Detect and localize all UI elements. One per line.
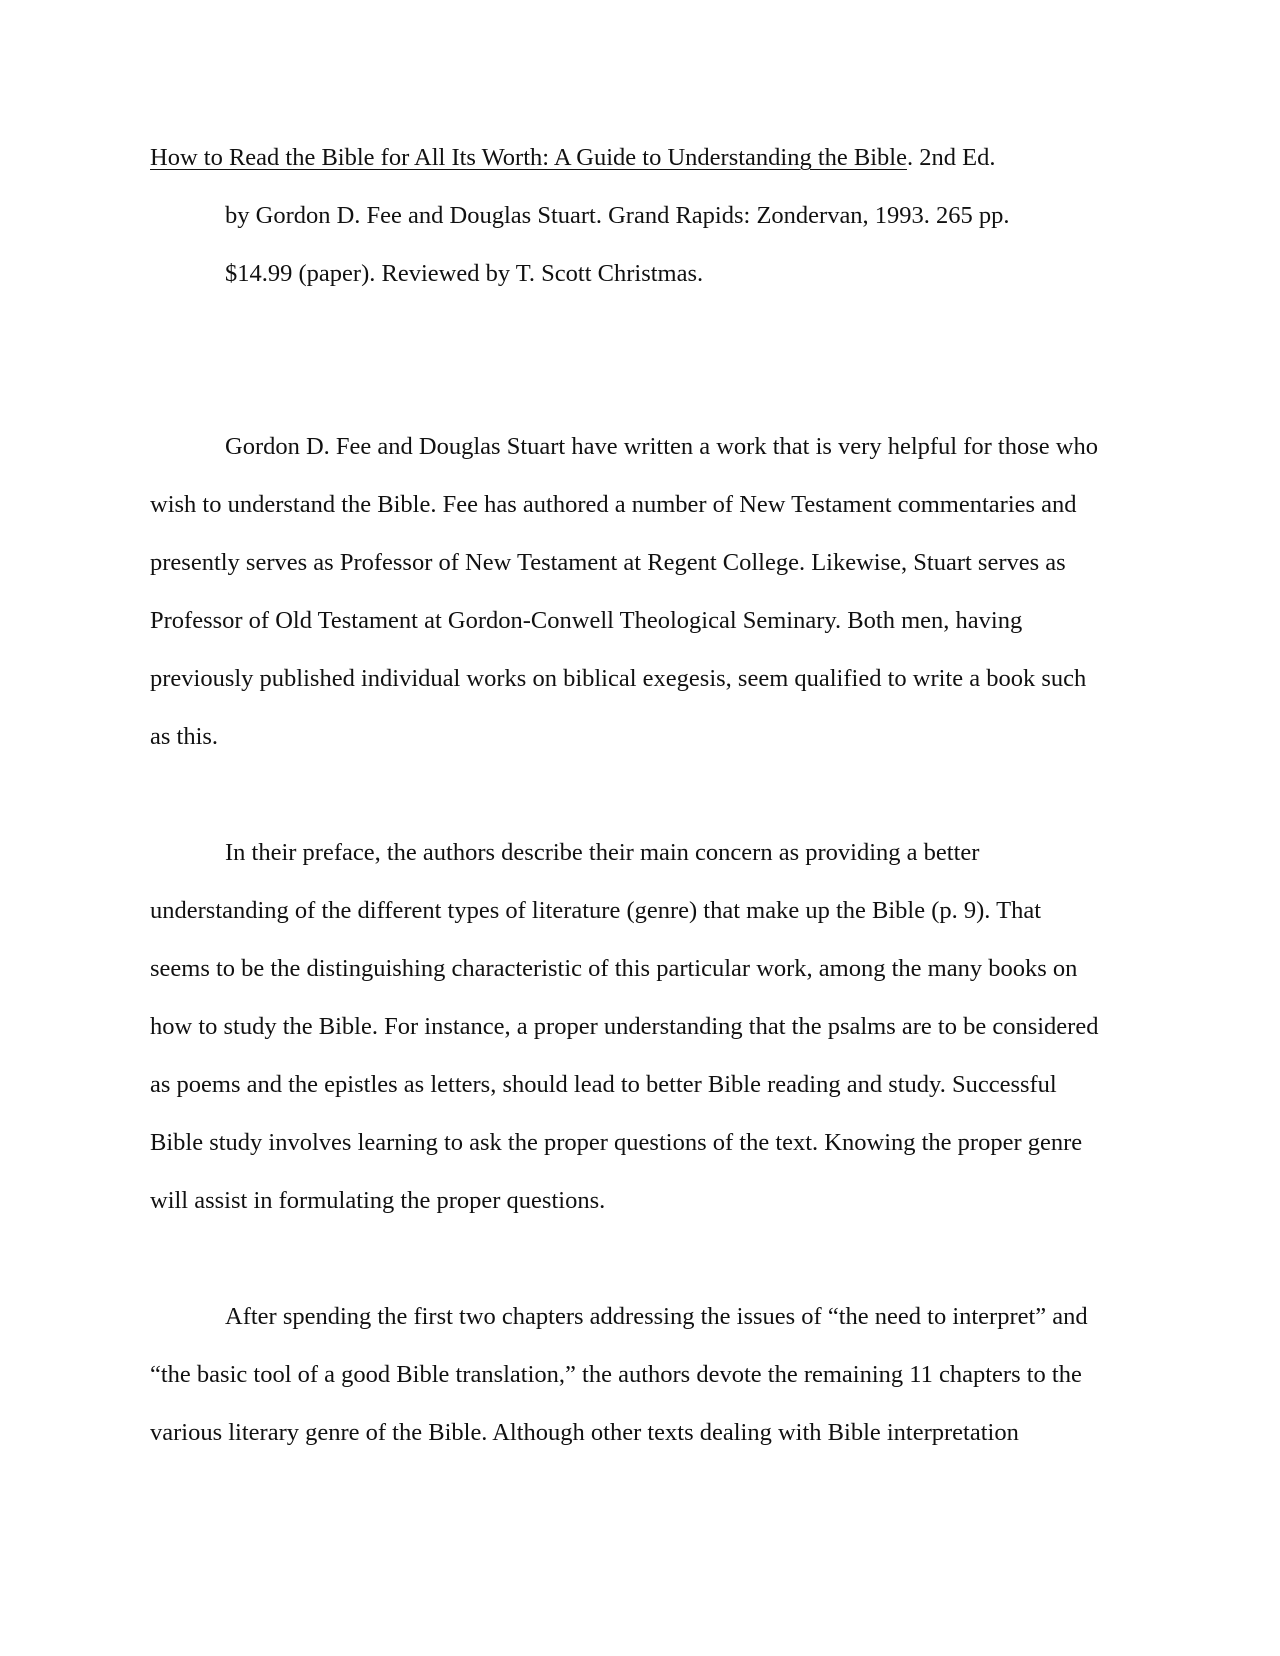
paragraph-line: will assist in formulating the proper questions. bbox=[150, 1187, 606, 1214]
paragraph-line: seems to be the distinguishing characteristic of this particular work, among the many books on bbox=[150, 955, 1078, 982]
paragraph-line: how to study the Bible. For instance, a proper understanding that the psalms are to be considered bbox=[150, 1013, 1099, 1040]
paragraph-line: as poems and the epistles as letters, should lead to better Bible reading and study. Successful bbox=[150, 1071, 1057, 1098]
paragraph-line: wish to understand the Bible. Fee has authored a number of New Testament commentaries and bbox=[150, 491, 1077, 518]
citation-title-line bbox=[150, 146, 995, 171]
paragraph-line: previously published individual works on biblical exegesis, seem qualified to write a book such bbox=[150, 665, 1087, 692]
paragraph-line: In their preface, the authors describe their main concern as providing a better bbox=[225, 839, 980, 866]
paragraph-line: Bible study involves learning to ask the proper questions of the text. Knowing the proper genre bbox=[150, 1129, 1083, 1156]
book-title: How to Read the Bible for All Its Worth: A Guide to Understanding the Bible bbox=[150, 144, 907, 171]
paragraph-line: as this. bbox=[150, 723, 219, 750]
paragraph-line: understanding of the different types of literature (genre) that make up the Bible (p. 9). That bbox=[150, 897, 1042, 924]
paragraph-line: Professor of Old Testament at Gordon-Conwell Theological Seminary. Both men, having bbox=[150, 607, 1023, 634]
paragraph-line: “the basic tool of a good Bible translation,” the authors devote the remaining 11 chapters to the bbox=[150, 1361, 1082, 1388]
paragraph-line: After spending the first two chapters addressing the issues of “the need to interpret” and bbox=[225, 1303, 1088, 1330]
paragraph-line: Gordon D. Fee and Douglas Stuart have written a work that is very helpful for those who bbox=[225, 433, 1098, 460]
paragraph-line: presently serves as Professor of New Testament at Regent College. Likewise, Stuart serves as bbox=[150, 549, 1066, 576]
citation-authors-line: by Gordon D. Fee and Douglas Stuart. Grand Rapids: Zondervan, 1993. 265 pp. bbox=[225, 202, 1010, 229]
edition: . 2nd Ed. bbox=[907, 144, 996, 171]
paragraph-line: various literary genre of the Bible. Although other texts dealing with Bible interpretation bbox=[150, 1419, 1019, 1446]
citation-price-line: $14.99 (paper). Reviewed by T. Scott Christmas. bbox=[225, 260, 704, 287]
